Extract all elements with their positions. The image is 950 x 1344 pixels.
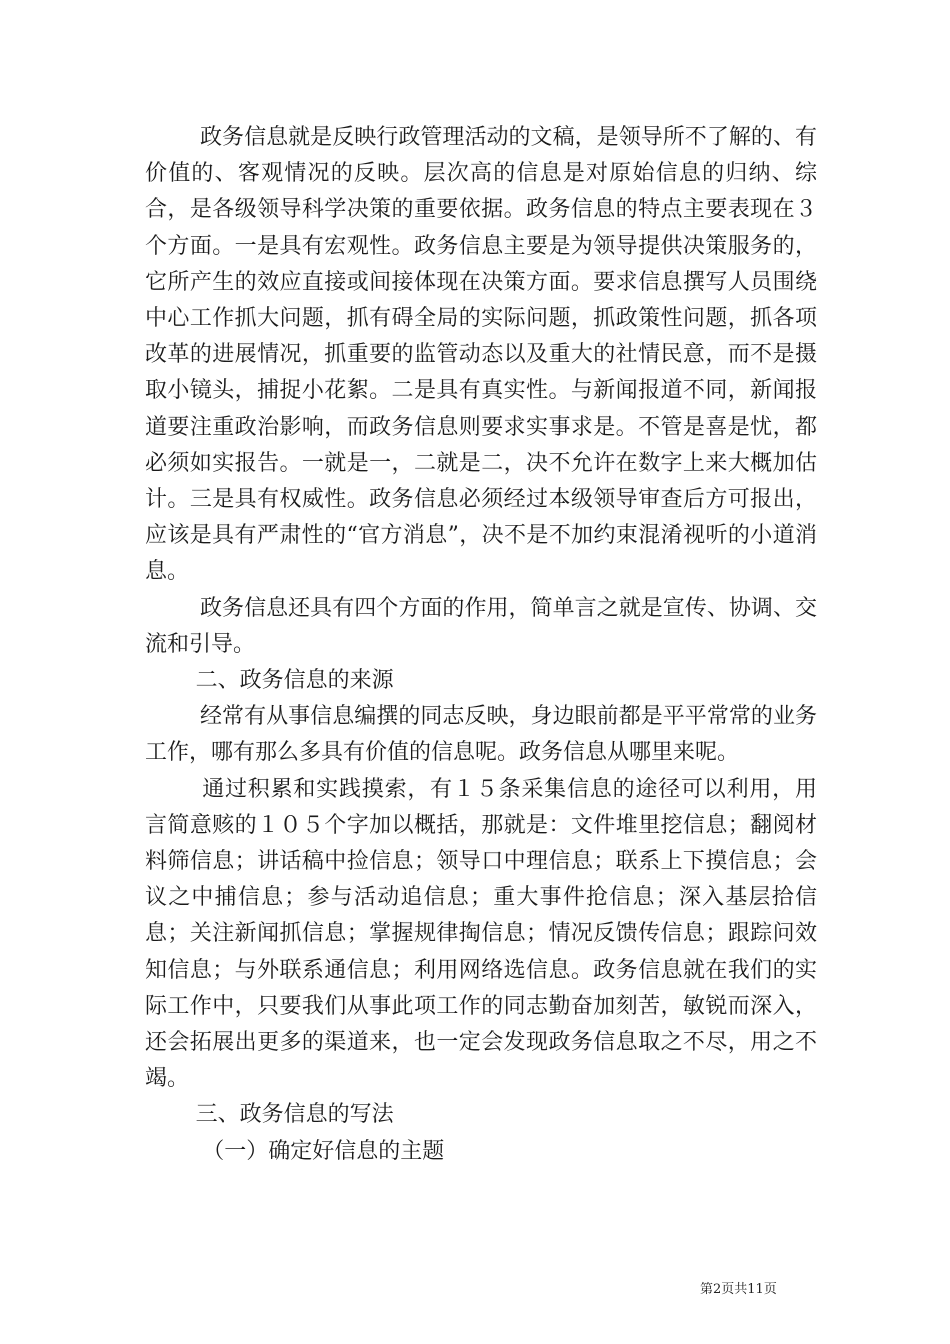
document-body xyxy=(145,120,817,1170)
page-footer: 第2页共11页 xyxy=(700,1282,777,1297)
section-heading-sources: 二、政务信息的来源 xyxy=(195,668,394,694)
subsection-heading-theme: （一）确定好信息的主题 xyxy=(202,1138,445,1164)
paragraph-functions: 政务信息还具有四个方面的作用，简单言之就是宣传、协调、交流和引导。 xyxy=(145,595,817,657)
paragraph-characteristics: 政务信息就是反映行政管理活动的文稿，是领导所不了解的、有价值的、客观情况的反映。层次高的信息是对原始信息的归纳、综合，是各级领导科学决策的重要依据。政务信息的特点主要表现在３个方面。一是具有宏观性。政务信息主要是为领导提供决策服务的，它所产生的效应直接或间接体现在决策方面。要求信息撰写人员围绕中心工作抓大问题，抓有碍全局的实际问题，抓政策性问题，抓各项改革的进展情况，抓重要的监管动态以及重大的社情民意，而不是摄取小镜头，捕捉小花絮。二是具有真实性。与新闻报道不同，新闻报道要注重政治影响，而政务信息则要求实事求是。不管是喜是忧，都必须如实报告。一就是一，二就是二，决不允许在数字上来大概加估计。三是具有权威性。政务信息必须经过本级领导审查后方可报出，应该是具有严肃性的“官方消息”，决不是不加约束混淆视听的小道消息。 xyxy=(145,125,817,585)
section-heading-writing: 三、政务信息的写法 xyxy=(195,1102,394,1128)
paragraph-sources-intro: 经常有从事信息编撰的同志反映，身边眼前都是平平常常的业务工作，哪有那么多具有价值的信息呢。政务信息从哪里来呢。 xyxy=(145,704,817,766)
paragraph-sources-methods: 通过积累和实践摸索，有１５条采集信息的途径可以利用，用言简意赅的１０５个字加以概括，那就是：文件堆里挖信息；翻阅材料筛信息；讲话稿中捡信息；领导口中理信息；联系上下摸信息；会议之中捕信息；参与活动追信息；重大事件抢信息；深入基层拾信息；关注新闻抓信息；掌握规律掏信息；情况反馈传信息；跟踪问效知信息；与外联系通信息；利用网络选信息。政务信息就在我们的实际工作中，只要我们从事此项工作的同志勤奋加刻苦，敏锐而深入，还会拓展出更多的渠道来，也一定会发现政务信息取之不尽，用之不竭。 xyxy=(145,776,817,1092)
